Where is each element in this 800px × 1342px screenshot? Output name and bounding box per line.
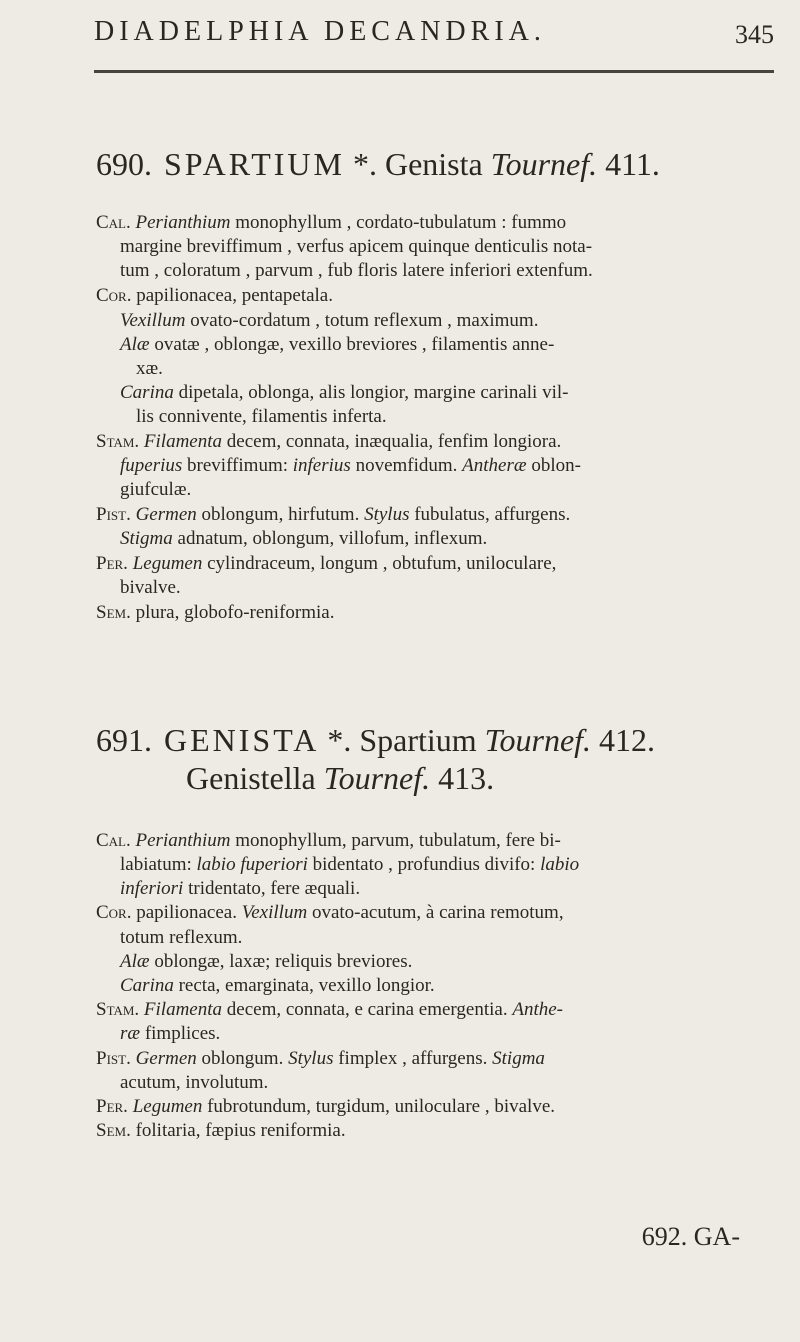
genus-star: *.: [352, 146, 377, 182]
running-head: [94, 16, 774, 56]
page-number: 345: [735, 20, 774, 49]
description-line: Cal. Perianthium monophyllum , cordato-tubulatum : fummo: [96, 212, 567, 233]
genus-name: GENISTA: [164, 722, 320, 758]
description-line: Sem. folitaria, fæpius reniformia.: [96, 1120, 346, 1141]
genus-reference: 411.: [605, 146, 660, 182]
description-line: Alæ oblongæ, laxæ; reliquis breviores.: [120, 951, 413, 972]
genus-synonym-2: Genistella: [186, 760, 316, 796]
description-line: Pist. Germen oblongum. Stylus fimplex , affurgens. Stigma: [96, 1048, 545, 1069]
description-line: margine breviffimum , verfus apicem quinque denticulis nota-: [120, 236, 593, 257]
description-line: xæ.: [136, 358, 163, 379]
genus-reference: 412.: [599, 722, 656, 758]
genus-author-2: Tournef.: [323, 760, 431, 796]
description-line: Pist. Germen oblongum, hirfutum. Stylus fubulatus, affurgens.: [96, 504, 571, 525]
running-head-title: DIADELPHIA DECANDRIA.: [94, 16, 546, 47]
description-line: Stigma adnatum, oblongum, villofum, inflexum.: [120, 528, 488, 549]
description-line: giufculæ.: [120, 479, 192, 500]
genus-number: 691.: [96, 722, 152, 758]
description-line: Carina recta, emarginata, vexillo longior.: [120, 975, 435, 996]
catchword: 692. GA-: [641, 1222, 740, 1251]
genus-author: Tournef.: [490, 146, 598, 182]
header-rule: [94, 70, 774, 73]
description-line: Carina dipetala, oblonga, alis longior, margine carinali vil-: [120, 382, 569, 403]
description-line: Alæ ovatæ , oblongæ, vexillo breviores , filamentis anne-: [120, 334, 555, 355]
description-line: Cal. Perianthium monophyllum, parvum, tubulatum, fere bi-: [96, 830, 561, 851]
description-line: bivalve.: [120, 577, 181, 598]
description-line: Vexillum ovato-cordatum , totum reflexum , maximum.: [120, 310, 539, 331]
description-line: Per. Legumen fubrotundum, turgidum, uniloculare , bivalve.: [96, 1096, 556, 1117]
description-line: Stam. Filamenta decem, connata, inæqualia, fenfim longiora.: [96, 431, 562, 452]
genus-heading: [96, 722, 655, 759]
genus-name: SPARTIUM: [164, 146, 345, 182]
genus-author: Tournef.: [484, 722, 592, 758]
description-line: Cor. papilionacea, pentapetala.: [96, 285, 333, 306]
genus-number: 690.: [96, 146, 152, 182]
description-line: labiatum: labio fuperiori bidentato , profundius divifo: labio: [120, 854, 580, 875]
description-line: ræ fimplices.: [120, 1023, 221, 1044]
description-line: inferiori tridentato, fere æquali.: [120, 878, 361, 899]
description-line: acutum, involutum.: [120, 1072, 269, 1093]
description-line: totum reflexum.: [120, 927, 243, 948]
description-line: Stam. Filamenta decem, connata, e carina emergentia. Anthe-: [96, 999, 563, 1020]
description-line: fuperius breviffimum: inferius novemfidum. Antheræ oblon-: [120, 455, 581, 476]
description-line: Sem. plura, globofo-reniformia.: [96, 602, 335, 623]
description-line: Per. Legumen cylindraceum, longum , obtufum, uniloculare,: [96, 553, 557, 574]
genus-star: *.: [327, 722, 352, 758]
genus-synonym: Spartium: [359, 722, 477, 758]
description-line: Cor. papilionacea. Vexillum ovato-acutum, à carina remotum,: [96, 902, 564, 923]
genus-reference-2: 413.: [438, 760, 495, 796]
genus-synonym: Genista: [384, 146, 483, 182]
genus-heading: [96, 146, 660, 183]
genus-heading-continued: [186, 760, 494, 797]
description-line: tum , coloratum , parvum , fub floris latere inferiori extenfum.: [120, 260, 593, 281]
description-line: lis connivente, filamentis inferta.: [136, 406, 387, 427]
